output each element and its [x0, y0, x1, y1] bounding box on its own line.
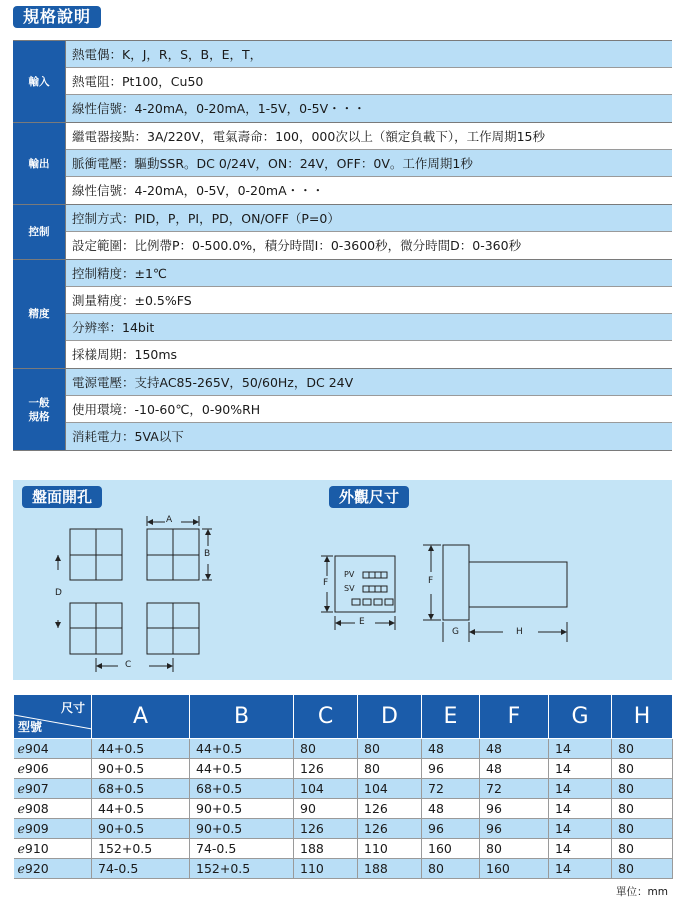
spec-category: 精度 [13, 260, 66, 368]
table-row [14, 799, 673, 819]
column-header: H [612, 695, 673, 739]
spec-row: 使用環境：-10-60℃，0-90%RH [66, 396, 672, 423]
dimension-cell: 152+0.5 [92, 839, 190, 859]
dim-label-g: G [452, 627, 459, 637]
spec-row: 脈衝電壓：驅動SSR。DC 0/24V，ON：24V，OFF：0V。工作周期1秒 [66, 150, 672, 177]
spec-group-accuracy [13, 260, 672, 369]
corner-label-model: 型號 [18, 720, 43, 734]
dimension-cell: 72 [480, 779, 549, 799]
spec-category: 輸出 [13, 123, 66, 204]
dimension-cell: 188 [358, 859, 422, 879]
dimension-cell: 90+0.5 [92, 819, 190, 839]
spec-section-title: 規格說明 [13, 6, 101, 28]
dimension-cell: 152+0.5 [190, 859, 294, 879]
dimension-cell: 96 [422, 759, 480, 779]
model-cell: ℯ904 [14, 739, 92, 759]
dim-label-a: A [166, 515, 173, 525]
dimension-cell: 96 [480, 799, 549, 819]
dimension-cell: 74-0.5 [92, 859, 190, 879]
spec-group-input [13, 41, 672, 123]
panel-cutout-title: 盤面開孔 [22, 486, 102, 508]
table-row [14, 859, 673, 879]
spec-table [13, 40, 672, 451]
dimension-diagram-panel [13, 480, 672, 680]
column-header: G [549, 695, 612, 739]
dim-label-h: H [516, 627, 523, 637]
dimension-cell: 48 [480, 759, 549, 779]
spec-row: 消耗電力：5VA以下 [66, 423, 672, 450]
dimension-cell: 80 [612, 799, 673, 819]
spec-group-general [13, 369, 672, 451]
spec-group-control [13, 205, 672, 260]
cutout-square [70, 603, 122, 654]
dimension-cell: 104 [294, 779, 358, 799]
dimension-cell: 80 [480, 839, 549, 859]
display-label-sv: SV [344, 584, 355, 593]
dimension-cell: 80 [612, 859, 673, 879]
dimension-cell: 80 [612, 819, 673, 839]
dim-label-b: B [204, 549, 211, 559]
dimension-cell: 126 [358, 819, 422, 839]
dimension-cell: 48 [422, 799, 480, 819]
appearance-title: 外觀尺寸 [329, 486, 409, 508]
dimension-cell: 80 [612, 739, 673, 759]
model-cell: ℯ909 [14, 819, 92, 839]
dimension-cell: 44+0.5 [190, 739, 294, 759]
dimension-cell: 14 [549, 819, 612, 839]
column-header: F [480, 695, 549, 739]
spec-category [13, 369, 66, 450]
cutout-square [70, 529, 122, 580]
column-header: D [358, 695, 422, 739]
dimension-drawings [13, 480, 672, 680]
dimension-cell: 44+0.5 [92, 799, 190, 819]
model-cell: ℯ908 [14, 799, 92, 819]
dimension-cell: 110 [294, 859, 358, 879]
model-cell: ℯ907 [14, 779, 92, 799]
dimension-cell: 80 [358, 759, 422, 779]
dimension-cell: 104 [358, 779, 422, 799]
dim-label-f: F [323, 578, 329, 588]
column-header: A [92, 695, 190, 739]
dimension-cell: 14 [549, 779, 612, 799]
spec-row: 測量精度：±0.5%FS [66, 287, 672, 314]
table-row [14, 839, 673, 859]
dimension-cell: 14 [549, 759, 612, 779]
dimension-cell: 110 [358, 839, 422, 859]
cutout-square [147, 529, 199, 580]
dim-label-f: F [428, 576, 434, 586]
model-cell: ℯ910 [14, 839, 92, 859]
dimension-cell: 126 [358, 799, 422, 819]
dimension-cell: 90+0.5 [190, 799, 294, 819]
cutout-square [147, 603, 199, 654]
dimension-cell: 160 [422, 839, 480, 859]
dimension-cell: 126 [294, 759, 358, 779]
dimension-cell: 80 [294, 739, 358, 759]
table-row [14, 779, 673, 799]
dimension-cell: 72 [422, 779, 480, 799]
dimension-cell: 48 [422, 739, 480, 759]
dimension-cell: 74-0.5 [190, 839, 294, 859]
dimension-cell: 44+0.5 [190, 759, 294, 779]
spec-row: 電源電壓：支持AC85-265V，50/60Hz，DC 24V [66, 369, 672, 396]
dimension-table [13, 694, 673, 879]
spec-category: 控制 [13, 205, 66, 259]
dim-label-d: D [55, 588, 62, 598]
spec-row: 控制方式：PID，P，PI，PD，ON/OFF（P=0） [66, 205, 672, 232]
dimension-cell: 90 [294, 799, 358, 819]
dim-label-c: C [125, 660, 132, 670]
dimension-cell: 80 [612, 839, 673, 859]
model-cell: ℯ920 [14, 859, 92, 879]
spec-category-line: 一般 [28, 396, 50, 409]
table-row [14, 819, 673, 839]
unit-note: 單位：mm [616, 886, 668, 898]
dimension-cell: 68+0.5 [92, 779, 190, 799]
dimension-cell: 96 [480, 819, 549, 839]
column-header: E [422, 695, 480, 739]
spec-row: 採樣周期：150ms [66, 341, 672, 368]
side-view-case [469, 562, 567, 607]
dimension-cell: 90+0.5 [190, 819, 294, 839]
dimension-cell: 160 [480, 859, 549, 879]
dimension-cell: 80 [422, 859, 480, 879]
dimension-cell: 80 [358, 739, 422, 759]
table-row [14, 739, 673, 759]
spec-category-line: 規格 [28, 410, 50, 423]
dimension-cell: 96 [422, 819, 480, 839]
spec-group-output [13, 123, 672, 205]
spec-row: 熱電阻：Pt100，Cu50 [66, 68, 672, 95]
table-corner-header [14, 695, 92, 739]
side-view-bezel [443, 545, 469, 620]
spec-row: 控制精度：±1℃ [66, 260, 672, 287]
spec-row: 設定範圍：比例帶P：0-500.0%，積分時間I：0-3600秒，微分時間D：0-360秒 [66, 232, 672, 259]
dimension-cell: 14 [549, 739, 612, 759]
dimension-cell: 14 [549, 799, 612, 819]
dimension-cell: 14 [549, 839, 612, 859]
spec-row: 線性信號：4-20mA，0-20mA，1-5V，0-5V・・・ [66, 95, 672, 122]
dimension-cell: 80 [612, 759, 673, 779]
display-label-pv: PV [344, 570, 355, 579]
column-header: B [190, 695, 294, 739]
table-row [14, 759, 673, 779]
dimension-cell: 90+0.5 [92, 759, 190, 779]
column-header: C [294, 695, 358, 739]
spec-row: 熱電偶：K，J，R，S，B，E，T， [66, 41, 672, 68]
model-cell: ℯ906 [14, 759, 92, 779]
dimension-cell: 126 [294, 819, 358, 839]
dimension-cell: 48 [480, 739, 549, 759]
spec-row: 繼電器接點：3A/220V，電氣壽命：100，000次以上（額定負載下），工作周期15秒 [66, 123, 672, 150]
dimension-cell: 14 [549, 859, 612, 879]
corner-label-size: 尺寸 [60, 701, 85, 715]
spec-row: 分辨率：14bit [66, 314, 672, 341]
dimension-cell: 44+0.5 [92, 739, 190, 759]
dimension-cell: 80 [612, 779, 673, 799]
spec-category: 輸入 [13, 41, 66, 122]
dim-label-e: E [359, 617, 365, 627]
dimension-cell: 68+0.5 [190, 779, 294, 799]
spec-row: 線性信號：4-20mA，0-5V，0-20mA・・・ [66, 177, 672, 204]
dimension-cell: 188 [294, 839, 358, 859]
